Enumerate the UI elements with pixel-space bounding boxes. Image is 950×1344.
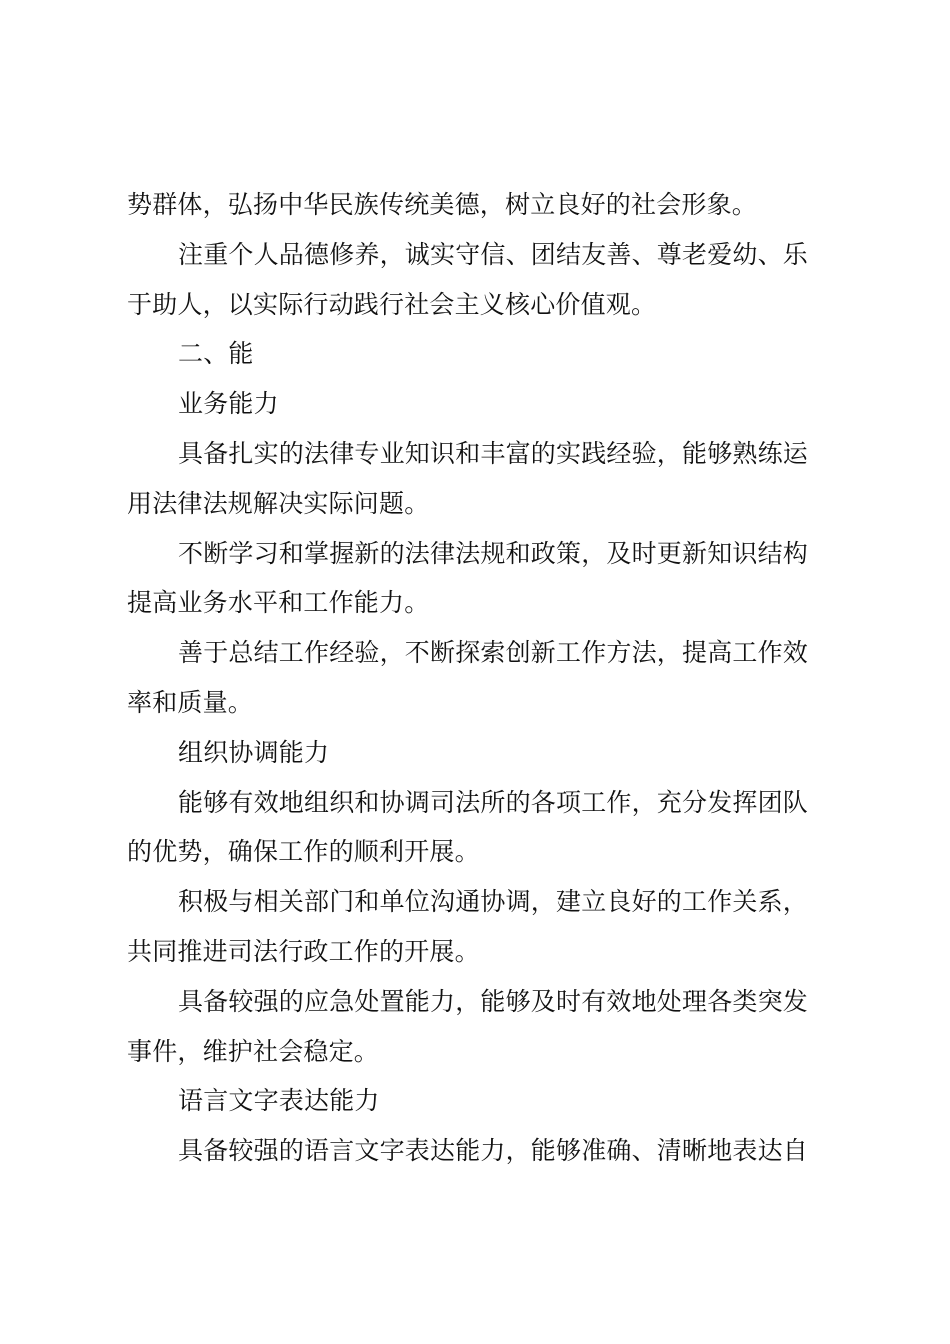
text-line: 势群体，弘扬中华民族传统美德，树立良好的社会形象。 xyxy=(127,190,758,219)
text-line: 事件，维护社会稳定。 xyxy=(127,1036,380,1066)
text-line: 率和质量。 xyxy=(127,687,254,717)
text-line: 的优势，确保工作的顺利开展。 xyxy=(127,837,480,867)
text-line: 共同推进司法行政工作的开展。 xyxy=(127,936,480,966)
subsection-heading: 业务能力 xyxy=(178,389,279,419)
paragraph-start-line: 具备较强的应急处置能力，能够及时有效地处理各类突发 xyxy=(178,986,809,1016)
document-body xyxy=(127,180,847,1176)
subsection-heading: 语言文字表达能力 xyxy=(178,1086,380,1116)
subsection-heading: 组织协调能力 xyxy=(178,737,330,767)
section-heading: 二、能 xyxy=(178,339,254,369)
paragraph-start-line: 具备较强的语言文字表达能力，能够准确、清晰地表达自 xyxy=(178,1136,809,1166)
paragraph-start-line: 能够有效地组织和协调司法所的各项工作，充分发挥团队 xyxy=(178,787,809,817)
paragraph-start-line: 积极与相关部门和单位沟通协调，建立良好的工作关系， xyxy=(178,887,809,917)
paragraph-start-line: 注重个人品德修养，诚实守信、团结友善、尊老爱幼、乐 xyxy=(178,239,809,269)
text-line: 提高业务水平和工作能力。 xyxy=(127,588,430,618)
paragraph-start-line: 善于总结工作经验，不断探索创新工作方法，提高工作效 xyxy=(178,638,809,668)
paragraph-start-line: 具备扎实的法律专业知识和丰富的实践经验，能够熟练运 xyxy=(178,438,809,468)
paragraph-start-line: 不断学习和掌握新的法律法规和政策，及时更新知识结构 xyxy=(178,538,809,568)
text-line: 于助人，以实际行动践行社会主义核心价值观。 xyxy=(127,289,657,319)
text-line: 用法律法规解决实际问题。 xyxy=(127,488,430,518)
